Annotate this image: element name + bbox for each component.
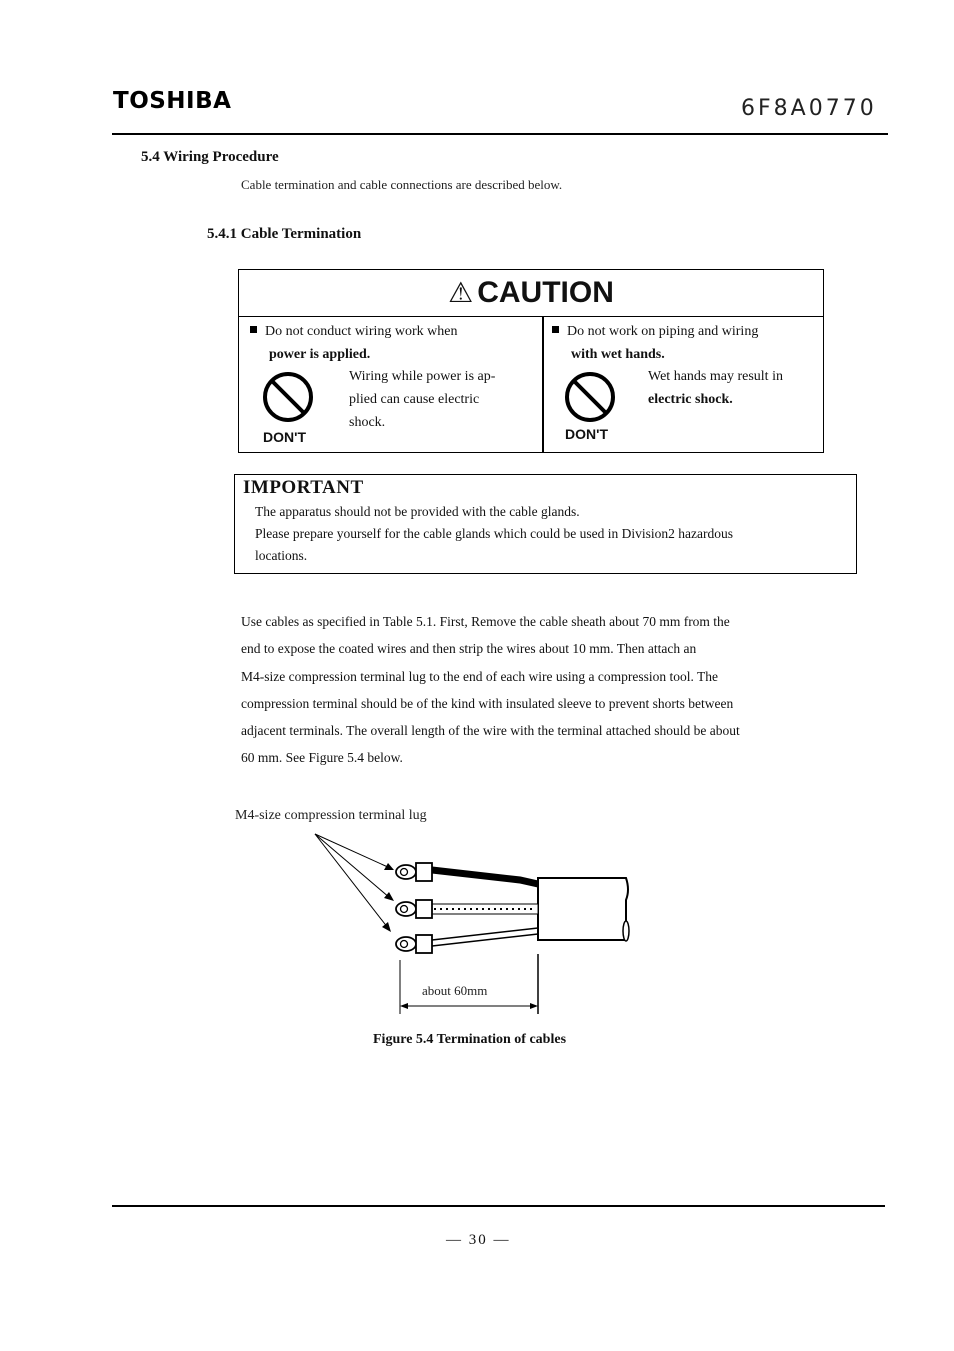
prohibition-icon xyxy=(261,370,315,424)
prohibition-icon xyxy=(563,370,617,424)
important-line: locations. xyxy=(255,548,308,563)
caution-left-desc-line: plied can cause electric xyxy=(349,392,480,407)
caution-left-description xyxy=(349,365,495,434)
subsection-title: 5.4.1 Cable Termination xyxy=(207,226,362,242)
body-line: compression terminal should be of the kind with insulated sleeve to prevent shorts between xyxy=(241,695,734,711)
caution-right-line2: with wet hands. xyxy=(571,347,665,362)
section-intro: Cable termination and cable connections are described below. xyxy=(241,177,563,192)
caution-header xyxy=(239,270,823,317)
document-number: 6F8A0770 xyxy=(741,96,877,121)
section-title: 5.4 Wiring Procedure xyxy=(141,149,279,165)
caution-heading: CAUTION xyxy=(477,276,614,309)
caution-box xyxy=(238,269,824,453)
caution-right-desc-line: Wet hands may result in xyxy=(648,369,783,384)
caution-right-instruction xyxy=(552,320,758,366)
warning-triangle-icon: ⚠ xyxy=(448,277,474,308)
dont-label-right: DON'T xyxy=(565,426,608,442)
page-number-value: 30 xyxy=(468,1232,488,1248)
figure-caption: Figure 5.4 Termination of cables xyxy=(373,1032,567,1047)
important-title: IMPORTANT xyxy=(243,477,364,498)
body-line: end to expose the coated wires and then strip the wires about 10 mm. Then attach an xyxy=(241,641,697,657)
caution-right-line1: Do not work on piping and wiring xyxy=(567,324,759,339)
body-line: adjacent terminals. The overall length of the wire with the terminal attached should be about xyxy=(241,723,740,739)
caution-left-desc-line: Wiring while power is ap- xyxy=(349,369,496,384)
lug-label: M4-size compression terminal lug xyxy=(235,808,427,823)
important-text xyxy=(255,501,855,567)
caution-divider xyxy=(542,316,544,453)
bullet-icon xyxy=(250,326,257,333)
caution-left-line1: Do not conduct wiring work when xyxy=(265,324,458,339)
body-line: 60 mm. See Figure 5.4 below. xyxy=(241,750,403,766)
page-number: — 30 — xyxy=(446,1232,511,1248)
bullet-icon xyxy=(552,326,559,333)
brand-logo: TOSHIBA xyxy=(113,88,232,114)
body-line: M4-size compression terminal lug to the end of each wire using a compression tool. The xyxy=(241,668,719,684)
caution-right-description xyxy=(648,365,783,411)
important-line: Please prepare yourself for the cable glands which could be used in Division2 hazardous xyxy=(255,526,733,541)
caution-left-desc-line: shock. xyxy=(349,415,386,430)
caution-left-instruction xyxy=(250,320,457,366)
dimension-label: about 60mm xyxy=(422,983,488,998)
caution-left-line2: power is applied. xyxy=(269,347,371,362)
caution-right-desc-line: electric shock. xyxy=(648,392,733,407)
footer-rule xyxy=(112,1205,885,1207)
important-box xyxy=(234,474,857,574)
important-line: The apparatus should not be provided with the cable glands. xyxy=(255,504,580,519)
body-line: Use cables as specified in Table 5.1. First, Remove the cable sheath about 70 mm from the xyxy=(241,614,730,629)
dont-label-left: DON'T xyxy=(263,429,306,445)
header-rule xyxy=(112,133,888,135)
body-paragraph xyxy=(241,608,866,772)
